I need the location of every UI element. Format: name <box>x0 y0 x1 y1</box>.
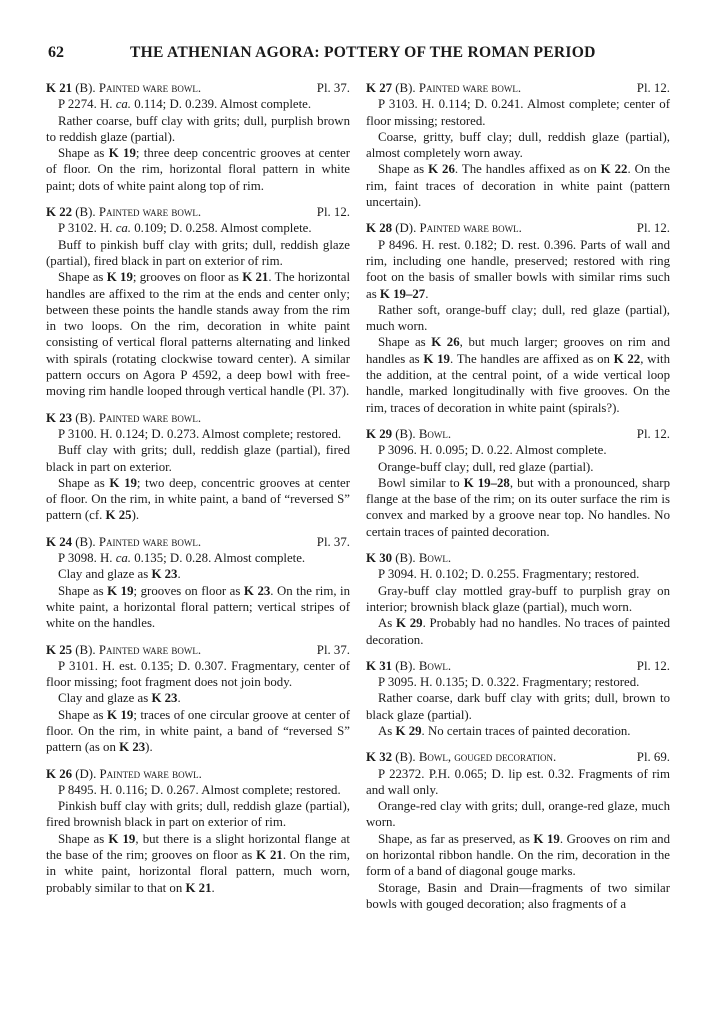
cross-reference: K 19–28 <box>463 475 510 490</box>
entry-deposit: (B). <box>392 551 419 566</box>
text-run: Clay and glaze as <box>58 691 152 706</box>
cross-reference: K 26 <box>431 335 460 350</box>
text-run: Coarse, gritty, buff clay; dull, reddish glaze (partial), almost completely worn away. <box>366 129 670 161</box>
entry-number: K 24 <box>46 534 73 549</box>
text-run: ). <box>131 508 140 523</box>
entry-title: Bowl. <box>418 551 452 566</box>
plate-reference: Pl. 12. <box>636 81 670 95</box>
entry-number: K 28 <box>366 221 393 236</box>
cross-reference: K 22 <box>613 351 641 366</box>
text-run: , but with a pronounced, sharp flange at the base of the rim; on its outer surface the rim is convex and marked by a groove near top. No handles. No certain traces of painted decoration. <box>366 475 670 539</box>
plate-reference: Pl. 12. <box>636 426 670 441</box>
entry-heading <box>366 749 670 765</box>
text-run: . <box>177 567 181 582</box>
plate-reference: Pl. 12. <box>636 658 670 673</box>
entry-paragraph <box>46 550 350 566</box>
cross-reference: K 22 <box>600 162 628 177</box>
entry-title: Painted ware bowl. <box>98 642 202 657</box>
entry-paragraph <box>366 690 670 723</box>
text-run: Shape as <box>58 270 107 285</box>
entry-deposit: (B). <box>72 642 99 657</box>
entry-paragraph <box>46 782 350 798</box>
entry-paragraph <box>366 302 670 335</box>
text-run: . The horizontal handles are affixed to the rim at the ends and center only; between these points the handle stands away from the rim in two loops. On the rim, decoration in white paint consisting of vertical floral patterns alternating and linked with spirals (rotating clockwise toward center). A similar pattern occurs on Agora P 4592, a deep bowl with free-moving rim handle looped through vertical handle (Pl. 37). <box>46 270 351 399</box>
entry-number: K 31 <box>366 658 393 673</box>
entry-deposit: (B). <box>72 205 99 220</box>
cross-reference: K 19 <box>533 831 560 846</box>
entry-number: K 25 <box>46 642 73 657</box>
italic-text: ca. <box>115 221 132 236</box>
entry-number: K 32 <box>366 750 393 765</box>
entry-paragraph <box>46 566 350 582</box>
entry-heading <box>46 80 350 96</box>
entry-title: Bowl, gouged decoration. <box>418 750 557 765</box>
entry-paragraph <box>366 161 670 210</box>
cross-reference: K 29 <box>396 616 423 631</box>
entry-deposit: (B). <box>392 658 419 673</box>
cross-reference: K 29 <box>395 723 422 738</box>
entry-paragraph <box>46 707 350 756</box>
catalog-entry <box>366 426 670 540</box>
entry-paragraph <box>366 475 670 540</box>
catalog-entry <box>366 80 670 210</box>
entry-paragraph <box>366 798 670 831</box>
cross-reference: K 19–27 <box>379 286 426 301</box>
page-number: 62 <box>48 44 64 61</box>
text-run: P 2274. H. <box>58 97 116 112</box>
entry-paragraph <box>366 442 670 458</box>
entry-title: Painted ware bowl. <box>418 81 522 95</box>
entry-deposit: (D). <box>72 766 100 781</box>
text-run: Storage, Basin and Drain—fragments of two similar bowls with gouged decoration; also fragments of a <box>366 880 670 911</box>
entry-heading <box>46 642 350 658</box>
entry-paragraph <box>366 880 670 913</box>
entry-paragraph <box>46 237 350 270</box>
cross-reference: K 19 <box>106 270 133 285</box>
text-run: P 22372. P.H. 0.065; D. lip est. 0.32. Fragments of rim and wall only. <box>366 766 670 797</box>
entry-paragraph <box>366 334 670 415</box>
entry-heading <box>46 534 350 550</box>
text-run: P 3098. H. <box>58 551 116 566</box>
text-run: , with the addition, at the central point, of a wide vertical loop handle, marked longitudinally with five grooves. On the rim, traces of decoration in white paint (spirals?). <box>366 351 671 415</box>
entry-paragraph <box>366 566 670 582</box>
entry-deposit: (D). <box>392 221 420 236</box>
plate-reference: Pl. 12. <box>636 221 670 236</box>
text-run: P 8495. H. 0.116; D. 0.267. Almost complete; restored. <box>58 782 341 797</box>
cross-reference: K 23 <box>151 567 178 582</box>
entry-deposit: (B). <box>72 534 99 549</box>
entry-title: Painted ware bowl. <box>98 205 202 220</box>
running-title: THE ATHENIAN AGORA: POTTERY OF THE ROMAN PERIOD <box>130 44 596 61</box>
entry-title: Painted ware bowl. <box>419 221 522 236</box>
entry-paragraph <box>366 583 670 616</box>
text-run: . On the rim, faint traces of decoration in white paint (pattern uncertain). <box>366 162 671 210</box>
entry-paragraph <box>46 475 350 524</box>
text-run: As <box>378 723 396 738</box>
text-run: 0.114; D. 0.239. Almost complete. <box>131 97 312 112</box>
entry-deposit: (B). <box>392 426 419 441</box>
entry-paragraph <box>46 831 350 896</box>
entry-paragraph <box>366 129 670 162</box>
text-run: Shape, as far as preserved, as <box>378 831 534 846</box>
text-run: P 3100. H. 0.124; D. 0.273. Almost complete; restored. <box>58 426 342 441</box>
cross-reference: K 19 <box>107 583 134 598</box>
text-run: Shape as <box>58 583 108 598</box>
text-run: P 3102. H. <box>58 221 116 236</box>
entry-title-line <box>366 220 522 236</box>
entry-title: Bowl. <box>418 426 452 441</box>
catalog-entry <box>46 204 350 400</box>
catalog-entry <box>366 550 670 648</box>
catalog-entry <box>46 410 350 524</box>
text-run: . The handles are affixed as on <box>449 351 614 366</box>
entry-heading <box>366 80 670 96</box>
cross-reference: K 19 <box>108 831 136 846</box>
italic-text: ca. <box>115 97 132 112</box>
text-run: P 3103. H. 0.114; D. 0.241. Almost complete; center of floor missing; restored. <box>366 97 670 128</box>
entry-title-line <box>46 410 201 426</box>
text-run: . No certain traces of painted decoration. <box>421 723 631 738</box>
entry-number: K 29 <box>366 426 393 441</box>
text-run: As <box>378 616 397 631</box>
entry-title-line <box>366 426 451 442</box>
text-run: Bowl similar to <box>378 475 464 490</box>
entry-title-line <box>46 534 201 550</box>
text-run: , but there is a slight horizontal flange at the base of the rim; grooves on floor as <box>46 831 351 863</box>
entry-paragraph <box>46 96 350 112</box>
entry-paragraph <box>366 766 670 799</box>
text-run: Orange-buff clay; dull, red glaze (partial). <box>378 459 594 474</box>
text-run: ; three deep concentric grooves at center of floor. On the rim, horizontal floral pattern in white paint; dots of white paint along top of rim. <box>46 146 351 193</box>
entry-heading <box>366 658 670 674</box>
entry-number: K 26 <box>46 766 73 781</box>
text-run: . <box>425 286 429 301</box>
catalog-entry <box>46 534 350 632</box>
cross-reference: K 25 <box>105 508 132 523</box>
text-run: Rather coarse, dark buff clay with grits; dull, brown to black glaze (partial). <box>366 691 670 722</box>
entry-paragraph <box>46 690 350 706</box>
text-run: Shape as <box>58 475 110 490</box>
entry-heading <box>46 766 350 782</box>
text-run: Orange-red clay with grits; dull, orange-red glaze, much worn. <box>366 799 670 830</box>
entry-number: K 22 <box>46 205 73 220</box>
plate-reference: Pl. 37. <box>316 534 350 549</box>
text-run: Buff clay with grits; dull, reddish glaze (partial), fired black in part on exterior. <box>46 443 350 474</box>
entry-number: K 30 <box>366 551 393 566</box>
text-run: . Probably had no handles. No traces of painted decoration. <box>366 616 670 647</box>
text-run: 0.135; D. 0.28. Almost complete. <box>131 551 306 566</box>
text-run: Buff to pinkish buff clay with grits; dull, reddish glaze (partial), fired black in part on exterior of rim. <box>46 237 350 268</box>
entry-title-line <box>46 204 201 220</box>
catalog-entry <box>46 642 350 756</box>
cross-reference: K 21 <box>256 848 283 863</box>
text-run: Shape as <box>58 146 109 161</box>
cross-reference: K 21 <box>242 270 269 285</box>
entry-heading <box>46 204 350 220</box>
catalog-entry <box>46 80 350 194</box>
entry-title-line <box>46 80 201 96</box>
entry-paragraph <box>46 145 350 194</box>
text-run: P 3096. H. 0.095; D. 0.22. Almost complete. <box>378 443 607 458</box>
entry-deposit: (B). <box>72 410 99 425</box>
entry-paragraph <box>46 442 350 475</box>
text-run: P 3101. H. est. 0.135; D. 0.307. Fragmentary, center of floor missing; foot fragment does not join body. <box>46 658 350 690</box>
text-run: P 3094. H. 0.102; D. 0.255. Fragmentary; restored. <box>378 567 640 582</box>
entry-title: Bowl. <box>418 658 452 673</box>
text-run: ; grooves on floor as <box>133 583 244 598</box>
plate-reference: Pl. 69. <box>636 750 670 765</box>
entry-title-line <box>46 642 201 658</box>
cross-reference: K 19 <box>108 146 136 161</box>
catalog-entry <box>46 766 350 896</box>
entry-number: K 21 <box>46 81 73 95</box>
entry-heading <box>366 426 670 442</box>
text-run: . Grooves on rim and on horizontal ribbon handle. On the rim, decoration in the form of a band of diagonal gouge marks. <box>366 831 670 879</box>
entry-number: K 27 <box>366 81 393 95</box>
entry-paragraph <box>46 583 350 632</box>
italic-text: ca. <box>115 551 132 566</box>
plate-reference: Pl. 37. <box>316 81 350 95</box>
entry-paragraph <box>366 459 670 475</box>
text-run: ). <box>145 740 153 755</box>
cross-reference: K 19 <box>109 475 137 490</box>
catalog-entry <box>366 220 670 416</box>
text-run: Shape as <box>378 335 432 350</box>
entry-heading <box>366 550 670 566</box>
cross-reference: K 19 <box>423 351 450 366</box>
text-run: Rather soft, orange-buff clay; dull, red glaze (partial), much worn. <box>366 302 670 334</box>
text-run: ; traces of one circular groove at center of floor. On the rim, in white paint, a band of “reversed S” pattern (as on <box>46 707 350 755</box>
cross-reference: K 26 <box>428 162 455 177</box>
entry-title: Painted ware bowl. <box>98 410 202 425</box>
entry-deposit: (B). <box>392 750 419 765</box>
cross-reference: K 23 <box>151 691 178 706</box>
entry-paragraph <box>46 798 350 831</box>
entry-title-line <box>366 80 521 96</box>
text-run: , but much larger; grooves on rim and handles as <box>366 335 670 366</box>
text-run: . The handles affixed as on <box>454 162 601 177</box>
entry-title: Painted ware bowl. <box>98 81 202 95</box>
entry-paragraph <box>366 237 670 302</box>
text-run: . On the rim, in white paint, a horizontal floral pattern; vertical stripes of white on the handles. <box>46 583 351 631</box>
text-run: 0.109; D. 0.258. Almost complete. <box>131 221 312 236</box>
entry-title: Painted ware bowl. <box>99 766 202 781</box>
text-run: . On the rim, in white paint, horizontal floral pattern, much worn, probably similar to that on <box>46 848 351 895</box>
entry-paragraph <box>46 426 350 442</box>
cross-reference: K 23 <box>243 583 271 598</box>
entry-title-line <box>366 658 451 674</box>
entry-title: Painted ware bowl. <box>98 534 202 549</box>
right-column <box>366 80 670 922</box>
text-run: Clay and glaze as <box>58 567 152 582</box>
text-run: . <box>177 691 181 706</box>
entry-title-line <box>366 749 556 765</box>
entry-paragraph <box>366 96 670 129</box>
text-run: Shape as <box>58 831 109 846</box>
text-run: Gray-buff clay mottled gray-buff to purplish gray on interior; brownish black glaze (partial), much worn. <box>366 583 670 614</box>
entry-paragraph <box>46 113 350 146</box>
cross-reference: K 21 <box>185 880 212 895</box>
entry-paragraph <box>366 831 670 880</box>
entry-paragraph <box>366 723 670 739</box>
text-run: Pinkish buff clay with grits; dull, reddish glaze (partial), fired brownish black in part on exterior of rim. <box>46 799 350 830</box>
plate-reference: Pl. 37. <box>316 642 350 657</box>
entry-title-line <box>46 766 202 782</box>
entry-paragraph <box>366 615 670 648</box>
entry-paragraph <box>366 674 670 690</box>
catalog-entry <box>366 658 670 739</box>
text-run: Shape as <box>58 707 108 722</box>
cross-reference: K 19 <box>107 707 134 722</box>
text-run: Shape as <box>378 162 429 177</box>
plate-reference: Pl. 12. <box>316 205 350 220</box>
entry-heading <box>46 410 350 426</box>
left-column <box>46 80 350 906</box>
entry-heading <box>366 220 670 236</box>
entry-deposit: (B). <box>392 81 419 95</box>
text-run: Rather coarse, buff clay with grits; dull, purplish brown to reddish glaze (partial). <box>46 113 350 144</box>
text-run: ; two deep, concentric grooves at center of floor. On the rim, in white paint, a band of “reversed S” pattern (cf. <box>46 475 350 523</box>
entry-paragraph <box>46 220 350 236</box>
cross-reference: K 23 <box>119 740 146 755</box>
entry-deposit: (B). <box>72 81 99 95</box>
page-header <box>48 44 668 66</box>
entry-title-line <box>366 550 451 566</box>
entry-paragraph <box>46 269 350 399</box>
text-run: ; grooves on floor as <box>132 270 243 285</box>
catalog-entry <box>366 749 670 912</box>
entry-number: K 23 <box>46 410 73 425</box>
text-run: . <box>211 880 215 895</box>
text-run: P 8496. H. rest. 0.182; D. rest. 0.396. Parts of wall and rim, including one handle, preserved; restored with ring foot on the basis of smaller bowls with similar rims such as <box>366 237 670 301</box>
text-run: P 3095. H. 0.135; D. 0.322. Fragmentary; restored. <box>378 675 640 690</box>
entry-paragraph <box>46 658 350 691</box>
